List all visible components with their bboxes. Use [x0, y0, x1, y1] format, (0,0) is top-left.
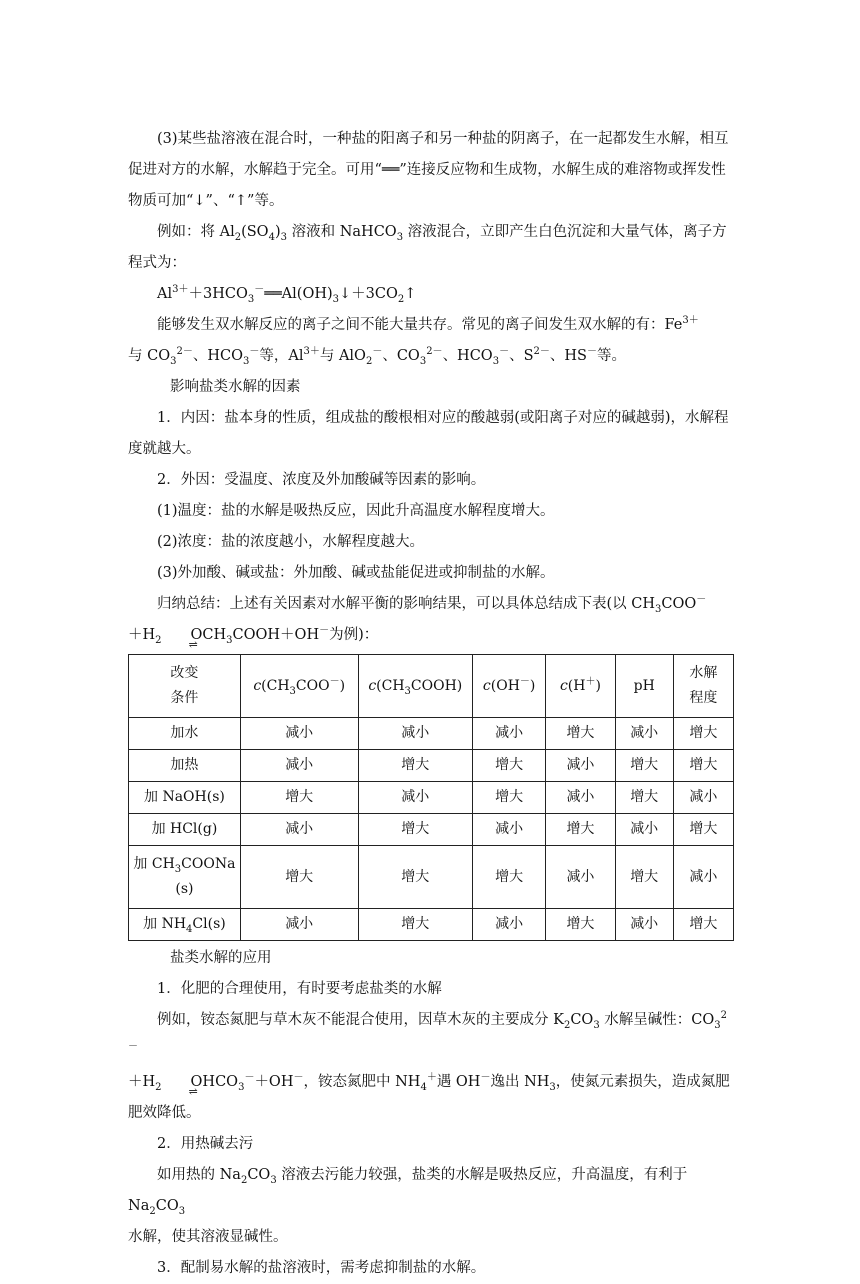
table-cell: 减小: [240, 718, 358, 750]
table-cell: 减小: [473, 814, 546, 846]
paragraph-double-hydrolysis: (3)某些盐溶液在混合时，一种盐的阳离子和另一种盐的阴离子，在一起都发生水解，相互促进对方的水解，水解趋于完全。可用“══”连接反应物和生成物，水解生成的难溶物或挥发性物质可加“↓”、“↑”等。: [128, 131, 729, 209]
table-cell: 增大: [615, 750, 673, 782]
table-row: [129, 782, 734, 814]
hot-alkali-example: 如用热的 $Na_2CO_3$ 溶液去污能力较强，盐类的水解是吸热反应，升高温度，有利于 $Na_2CO_3$ 水解，使其溶液显碱性。: [128, 1167, 688, 1245]
factor-concentration: (2)浓度：盐的浓度越小，水解程度越大。: [157, 534, 425, 550]
factor-internal: 1．内因：盐本身的性质，组成盐的酸根相对应的酸越弱(或阳离子对应的碱越弱)，水解程度就越大。: [128, 410, 729, 457]
paragraph-example: 例如：将 $Al_2(SO_4)_3$ 溶液和 NaHCO$_3$ 溶液混合，立即产生白色沉淀和大量气体，离子方程式为：: [128, 224, 727, 271]
application-hot-alkali: 2．用热碱去污: [157, 1136, 254, 1152]
table-row: [129, 846, 734, 909]
table-cell: 减小: [673, 782, 733, 814]
table-cell: 减小: [240, 750, 358, 782]
section-heading-factors: 影响盐类水解的因素: [170, 379, 301, 395]
table-cell: 增大: [615, 782, 673, 814]
row-condition: 加水: [129, 718, 241, 750]
table-header-row: [129, 655, 734, 718]
table-row: [129, 750, 734, 782]
row-condition: 加热: [129, 750, 241, 782]
row-condition: 加 NaOH(s): [129, 782, 241, 814]
table-cell: 减小: [358, 782, 473, 814]
table-cell: 增大: [240, 782, 358, 814]
table-cell: 增大: [546, 909, 615, 941]
fertilizer-example: 例如，铵态氮肥与草木灰不能混合使用，因草木灰的主要成分 $K_2CO_3$ 水解呈碱性：$CO_3^{2-}$ $+H_2$ O $\rightleftharpoons HCO_3^-+OH^-$，铵态氮肥中 $NH_4^+$遇 OH－逸出 $NH_3$，使氮元素损失，造成氮肥肥效降低。: [128, 1005, 734, 1129]
table-cell: 增大: [546, 718, 615, 750]
document-body: [128, 124, 734, 1284]
table-cell: 增大: [473, 846, 546, 909]
table-cell: 减小: [473, 718, 546, 750]
table-cell: 减小: [473, 909, 546, 941]
header-ph: pH: [615, 655, 673, 718]
table-row: [129, 718, 734, 750]
summary-paragraph: 归纳总结：上述有关因素对水解平衡的影响结果，可以具体总结成下表(以 $CH_3COO^-$ $+H_2$ O $\rightleftharpoons CH_3COOH+OH^-$为例)：: [128, 589, 734, 651]
table-cell: 增大: [473, 782, 546, 814]
table-row: [129, 909, 734, 941]
factor-external: 2．外因：受温度、浓度及外加酸碱等因素的影响。: [157, 472, 486, 488]
paragraph-coexist: 能够发生双水解反应的离子之间不能大量共存。常见的离子间发生双水解的有：$Fe^{3+}$ 与 $CO_3^{2-}$、$HCO_3^-$等，$Al^{3+}$与 AlO$_2$－、$CO_3^{2-}$、$HCO_3^-$、$S^{2-}$、HS－等。: [128, 315, 699, 367]
table-cell: 减小: [615, 909, 673, 941]
header-h: c(H＋): [546, 655, 615, 718]
table-cell: 增大: [240, 846, 358, 909]
ionic-equation: $Al^{3+}+3HCO_3^-══Al(OH)_3↓+3CO_2↑$: [157, 284, 417, 305]
table-cell: 增大: [673, 909, 733, 941]
table-cell: 增大: [673, 814, 733, 846]
table-cell: 减小: [546, 846, 615, 909]
header-oh: c(OH－): [473, 655, 546, 718]
table-cell: 增大: [615, 846, 673, 909]
table-row: [129, 814, 734, 846]
application-prepare-solution: 3．配制易水解的盐溶液时，需考虑抑制盐的水解。: [157, 1260, 486, 1276]
table-cell: 增大: [358, 909, 473, 941]
header-condition: 改变 条件: [129, 655, 241, 718]
factor-acid-base: (3)外加酸、碱或盐：外加酸、碱或盐能促进或抑制盐的水解。: [157, 565, 555, 581]
table-cell: 减小: [615, 718, 673, 750]
header-ch3coo: $c(CH_3COO^-)$: [240, 655, 358, 718]
header-ch3cooh: $c(CH_3COOH)$: [358, 655, 473, 718]
table-cell: 减小: [615, 814, 673, 846]
application-fertilizer: 1．化肥的合理使用，有时要考虑盐类的水解: [157, 981, 442, 997]
table-cell: 减小: [358, 718, 473, 750]
header-hydrolysis-degree: 水解 程度: [673, 655, 733, 718]
table-cell: 增大: [673, 750, 733, 782]
table-cell: 减小: [546, 750, 615, 782]
table-cell: 减小: [546, 782, 615, 814]
table-cell: 减小: [240, 814, 358, 846]
table-cell: 增大: [546, 814, 615, 846]
factor-temperature: (1)温度：盐的水解是吸热反应，因此升高温度水解程度增大。: [157, 503, 555, 519]
table-cell: 增大: [358, 750, 473, 782]
table-cell: 减小: [240, 909, 358, 941]
table-cell: 增大: [473, 750, 546, 782]
row-condition: 加 $CH_3COONa$ (s): [129, 846, 241, 909]
row-condition: 加 $NH_4Cl(s)$: [129, 909, 241, 941]
row-condition: 加 HCl(g): [129, 814, 241, 846]
table-cell: 增大: [358, 814, 473, 846]
table-cell: 减小: [673, 846, 733, 909]
section-heading-applications: 盐类水解的应用: [170, 950, 272, 966]
table-cell: 增大: [358, 846, 473, 909]
hydrolysis-factors-table: [128, 654, 734, 941]
table-cell: 增大: [673, 718, 733, 750]
